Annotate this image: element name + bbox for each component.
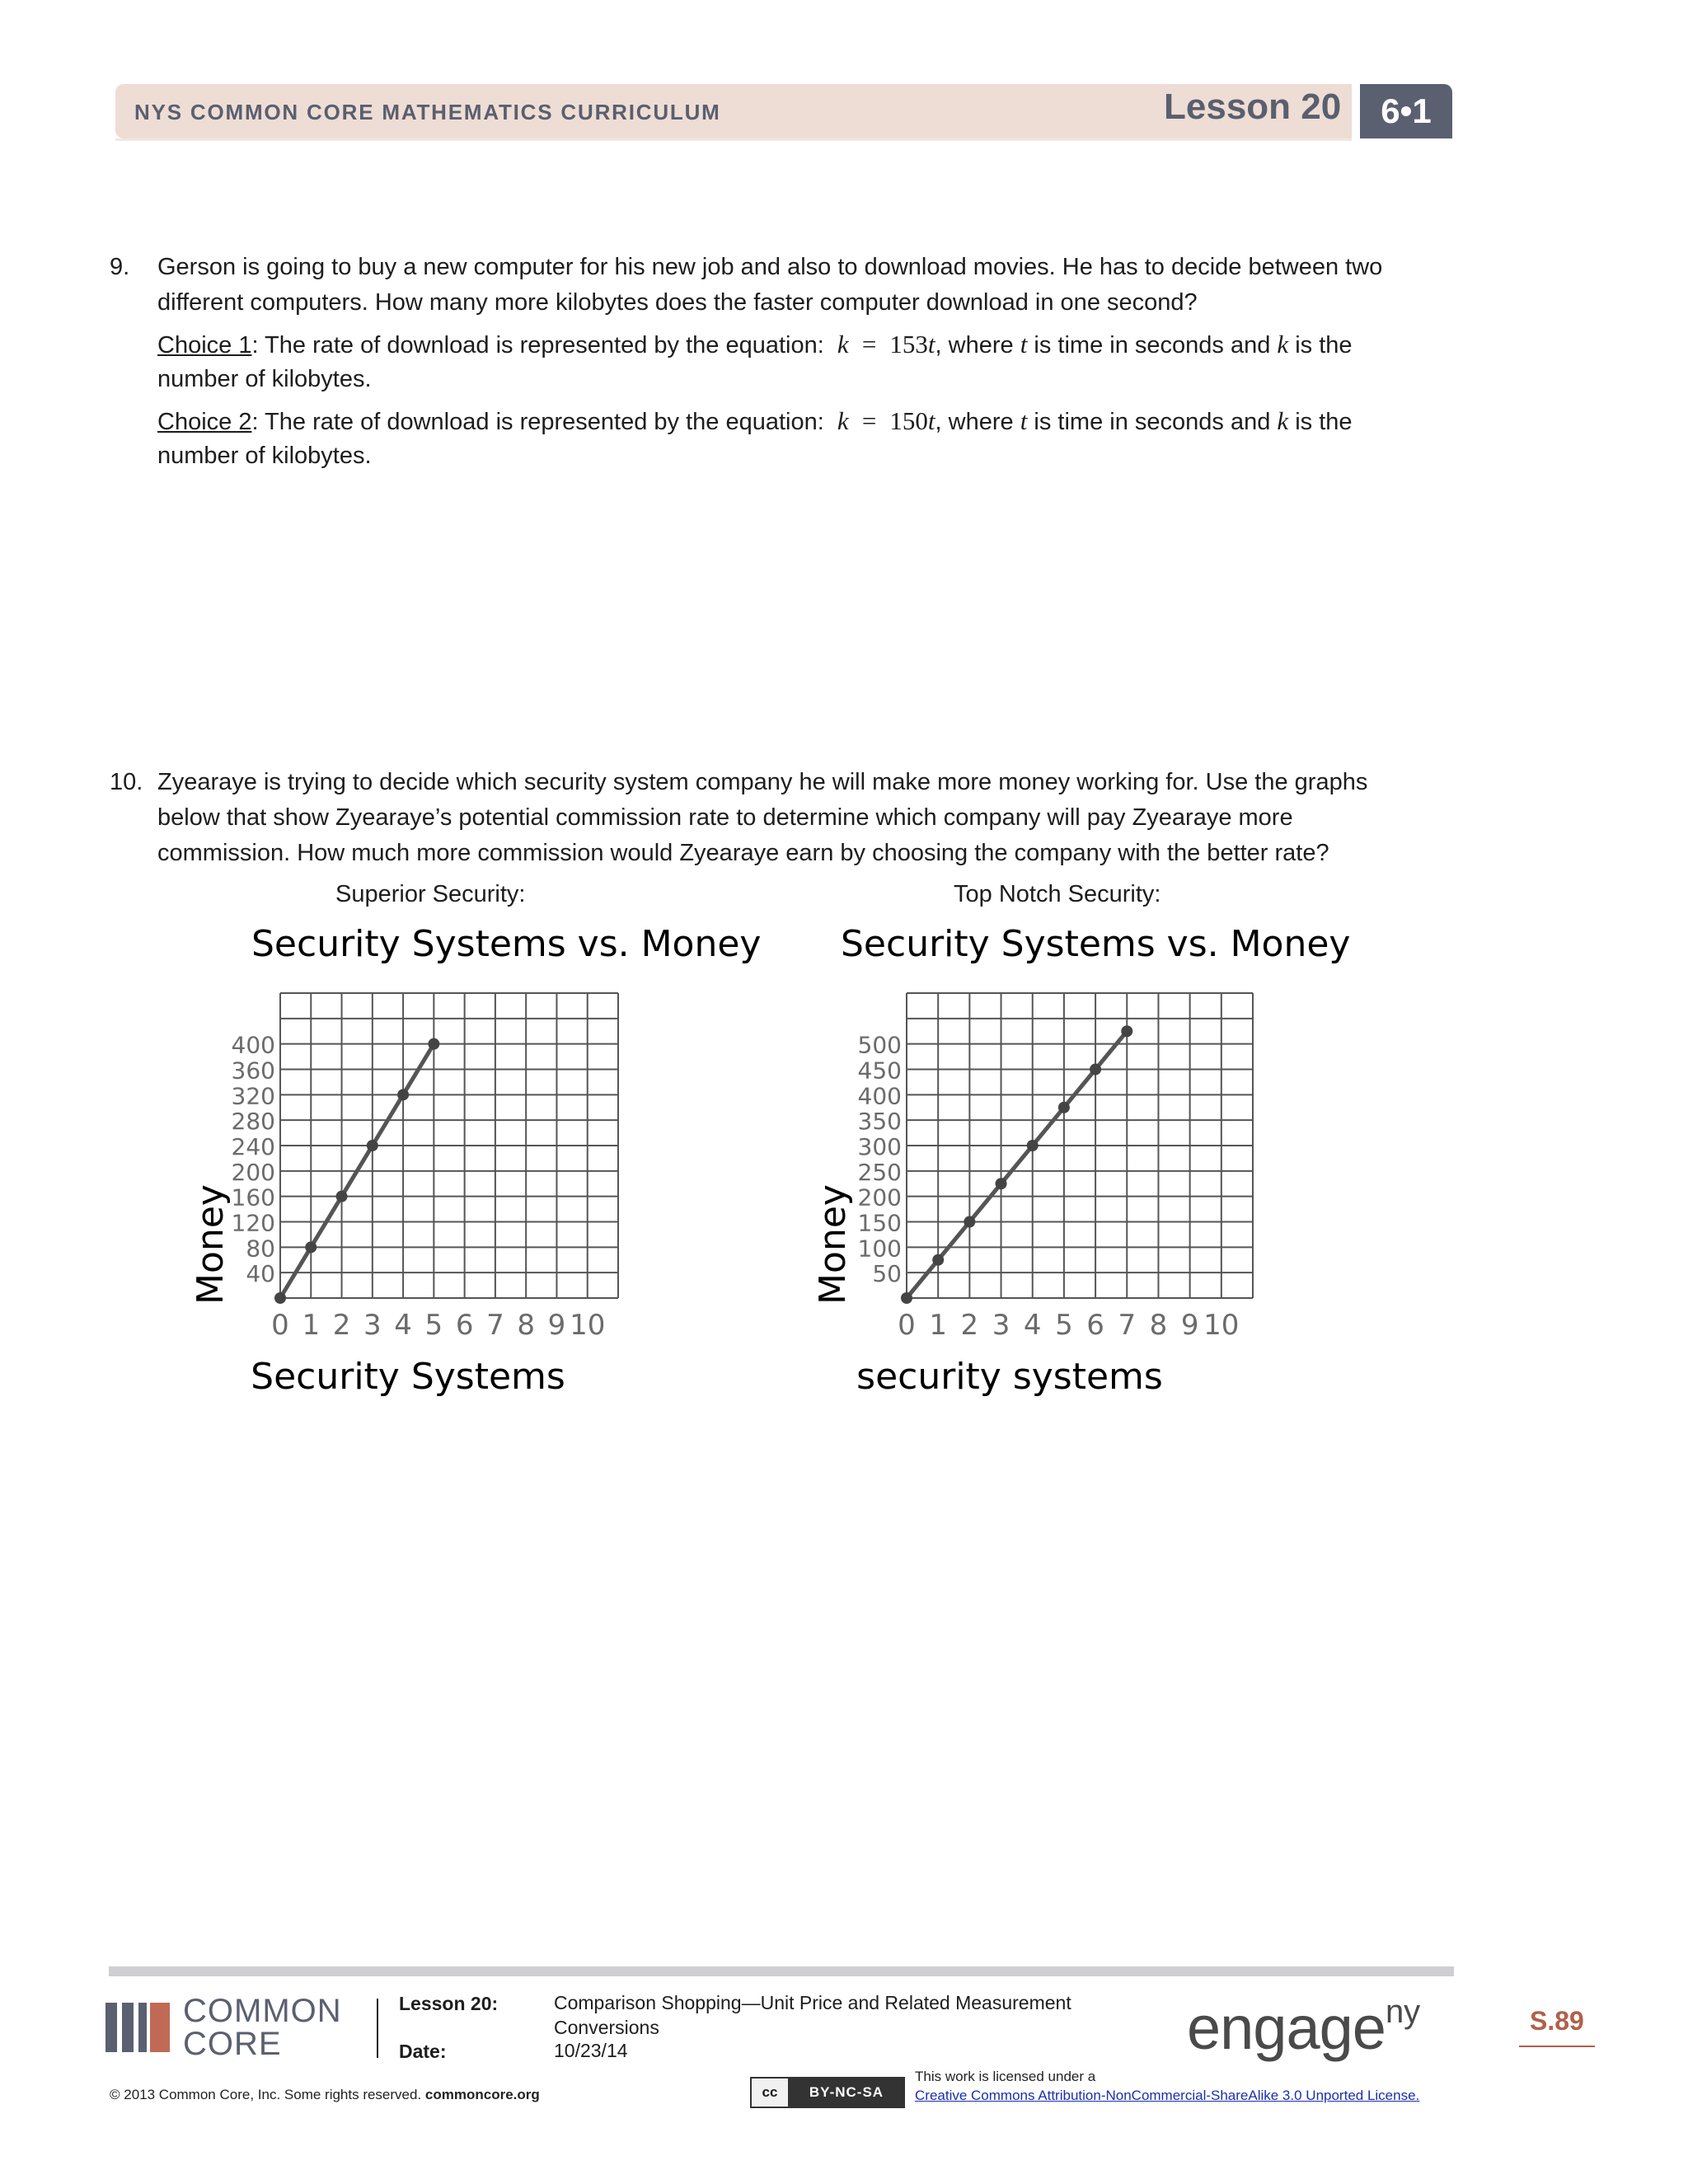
footer-separator — [377, 1999, 378, 2058]
brand-line-1: COMMON — [183, 1993, 342, 2029]
footer-lesson-title — [554, 1990, 1071, 2040]
chart-1-y-tick-label: 360 — [231, 1057, 275, 1085]
chart-2-x-tick-label: 0 — [898, 1309, 916, 1342]
chart-1-y-tick-label: 120 — [231, 1209, 275, 1237]
choice-1-k-var: k — [1277, 330, 1289, 359]
choice-2-k: k — [837, 406, 849, 435]
copyright — [110, 2087, 540, 2103]
common-core-logo-icon — [106, 2003, 170, 2052]
page-number: S.89 — [1530, 2006, 1584, 2036]
choice-2-t-var: t — [1020, 406, 1028, 435]
copyright-text: © 2013 Common Core, Inc. Some rights reserved. — [110, 2087, 422, 2102]
chart-1-xlabel: Security Systems — [251, 1356, 565, 1398]
chart-1-x-tick-label: 6 — [455, 1309, 474, 1342]
chart-1-y-tick-label: 80 — [246, 1235, 275, 1263]
chart-2-grid — [907, 993, 1253, 1298]
chart-2-y-tick-label: 100 — [857, 1235, 902, 1263]
chart-2-data-point — [1121, 1025, 1132, 1037]
question-10-line-2: below that show Zyearaye’s potential commission rate to determine which company will pay Zyearaye more — [157, 804, 1293, 831]
choice-1-t-var: t — [1020, 330, 1028, 359]
chart-1-x-tick-label: 3 — [363, 1309, 382, 1342]
chart-1-x-tick-label: 7 — [486, 1309, 504, 1342]
chart-2-y-ticks — [858, 1032, 902, 1288]
footer-lesson-title-line-1: Comparison Shopping—Unit Price and Related Measurement — [554, 1992, 1071, 2013]
choice-1-line-2: number of kilobytes. — [157, 366, 372, 392]
chart-2-series — [901, 1025, 1132, 1304]
chart-2-data-point — [901, 1292, 912, 1304]
chart-2-x-tick-label: 8 — [1149, 1309, 1168, 1342]
chart-2-y-tick-label: 150 — [857, 1209, 902, 1237]
chart-1-y-tick-label: 40 — [246, 1260, 275, 1288]
choice-2-end: is the — [1295, 409, 1353, 435]
engage-ny: ny — [1385, 1994, 1421, 2031]
choice-1-text: : The rate of download is represented by the equation: — [251, 332, 824, 359]
footer-date-label: Date: — [399, 2041, 447, 2062]
chart-2-data-point — [1027, 1140, 1039, 1151]
chart-1-y-tick-label: 200 — [231, 1158, 275, 1186]
chart-1-y-tick-label: 160 — [231, 1183, 275, 1212]
choice-2-desc: is time in seconds and — [1034, 409, 1271, 435]
chart-1-data-point — [397, 1089, 409, 1100]
chart-2-data-point — [1058, 1102, 1070, 1113]
question-10-number: 10. — [110, 769, 143, 795]
choice-2-text: : The rate of download is represented by the equation: — [251, 409, 824, 435]
engageny-logo — [1187, 1993, 1420, 2063]
cc-tag: BY-NC-SA — [790, 2079, 903, 2107]
footer-date-value: 10/23/14 — [554, 2040, 628, 2061]
engage-word: engage — [1187, 1994, 1386, 2062]
chart-2-x-tick-label: 6 — [1086, 1309, 1104, 1342]
chart-1-x-tick-label: 0 — [271, 1309, 289, 1342]
footer-lesson-title-line-2: Conversions — [554, 2017, 659, 2038]
chart-1-x-tick-label: 2 — [332, 1309, 351, 1342]
choice-2-line-2: number of kilobytes. — [157, 443, 372, 469]
common-core-wordmark — [183, 1994, 342, 2060]
chart-2-data-point — [1090, 1064, 1101, 1076]
page-number-underline — [1519, 2046, 1595, 2047]
question-9-line-1: Gerson is going to buy a new computer for his new job and also to download movies. He has to decide between two — [157, 254, 1383, 280]
chart-2-x-tick-label: 7 — [1118, 1309, 1137, 1342]
creative-commons-badge-icon — [750, 2077, 905, 2108]
chart-2-y-tick-label: 500 — [857, 1031, 902, 1059]
curriculum-title: NYS COMMON CORE MATHEMATICS CURRICULUM — [134, 100, 721, 124]
chart-1-data-point — [367, 1140, 378, 1151]
chart-1-x-tick-label: 9 — [547, 1309, 566, 1342]
chart-1-x-ticks — [271, 1309, 605, 1342]
choice-1-desc: is time in seconds and — [1034, 332, 1271, 359]
question-10-line-1: Zyearaye is trying to decide which security system company he will make more money working for. Use the graphs — [157, 769, 1368, 795]
chart-2-data-point — [932, 1254, 944, 1266]
chart-2-x-tick-label: 10 — [1203, 1309, 1240, 1342]
chart-1-data-point — [274, 1292, 286, 1304]
superior-security-graph — [185, 915, 762, 1409]
choice-1-t: t — [927, 330, 935, 359]
brand-line-2: CORE — [183, 2026, 282, 2062]
chart-2-xlabel: security systems — [856, 1356, 1163, 1398]
question-9-number: 9. — [110, 254, 130, 280]
chart-1-data-point — [336, 1191, 348, 1202]
choice-1 — [157, 326, 1353, 363]
chart-2-ylabel: Money — [812, 1184, 854, 1305]
choice-1-where: , where — [935, 332, 1014, 359]
chart-2-y-tick-label: 400 — [857, 1082, 902, 1110]
footer-rule — [109, 1966, 1454, 1976]
chart-1-title: Security Systems vs. Money — [251, 923, 762, 965]
chart-1-x-tick-label: 8 — [517, 1309, 536, 1342]
chart-2-y-tick-label: 50 — [872, 1260, 902, 1288]
chart-2-y-tick-label: 250 — [857, 1158, 902, 1186]
choice-2-k-var: k — [1277, 406, 1289, 435]
top-notch-security-graph — [804, 915, 1351, 1409]
choice-2-equals: = — [861, 406, 877, 435]
choice-2-where: , where — [935, 409, 1014, 435]
choice-2 — [157, 403, 1353, 440]
chart-1-data-point — [305, 1241, 316, 1253]
chart-2-y-tick-label: 200 — [857, 1183, 902, 1212]
chart-2-title: Security Systems vs. Money — [841, 923, 1351, 965]
chart-1-grid — [280, 993, 618, 1298]
chart-2-x-tick-label: 4 — [1023, 1309, 1042, 1342]
chart-2-y-tick-label: 350 — [857, 1108, 902, 1136]
chart-2-data-point — [964, 1216, 975, 1228]
chart-1-data-point — [428, 1038, 439, 1050]
chart-2-x-tick-label: 2 — [960, 1309, 979, 1342]
lesson-title: Lesson 20 — [1164, 87, 1342, 127]
chart-2-y-tick-label: 300 — [857, 1133, 902, 1160]
copyright-site: commoncore.org — [424, 2087, 540, 2102]
chart-1-x-tick-label: 5 — [424, 1309, 443, 1342]
chart-1-y-tick-label: 320 — [231, 1082, 275, 1110]
chart-2-x-ticks — [898, 1309, 1239, 1342]
question-10-line-3: commission. How much more commission would Zyearaye earn by choosing the company with the better rate? — [157, 840, 1329, 866]
chart-2-x-tick-label: 1 — [929, 1309, 948, 1342]
cc-mark: cc — [752, 2079, 790, 2107]
chart-1-ylabel: Money — [190, 1184, 232, 1305]
chart-1-x-tick-label: 4 — [394, 1309, 412, 1342]
grade-badge: 6•1 — [1360, 84, 1452, 138]
chart-1-x-tick-label: 10 — [570, 1309, 606, 1342]
chart-1-y-ticks — [232, 1032, 275, 1288]
choice-1-rate: 153 — [889, 330, 928, 359]
chart-1-y-tick-label: 400 — [231, 1031, 275, 1059]
question-9-line-2: different computers. How many more kilobytes does the faster computer download in one second? — [157, 289, 1198, 316]
choice-2-label: Choice 2 — [157, 409, 252, 435]
choice-2-rate: 150 — [889, 406, 928, 435]
top-notch-security-label: Top Notch Security: — [954, 881, 1161, 907]
choice-1-k: k — [837, 330, 849, 359]
choice-1-label: Choice 1 — [157, 332, 252, 359]
chart-2-y-tick-label: 450 — [857, 1057, 902, 1085]
chart-2-x-tick-label: 3 — [992, 1309, 1010, 1342]
license-link[interactable]: Creative Commons Attribution-NonCommercial-ShareAlike 3.0 Unported License. — [915, 2088, 1420, 2103]
footer-lesson-label: Lesson 20: — [399, 1993, 499, 2014]
license-line-1: This work is licensed under a — [915, 2069, 1096, 2084]
choice-1-end: is the — [1295, 332, 1353, 359]
chart-1-x-tick-label: 1 — [302, 1309, 321, 1342]
chart-1-y-tick-label: 280 — [231, 1108, 275, 1136]
choice-2-t: t — [927, 406, 935, 435]
chart-1-y-tick-label: 240 — [231, 1133, 275, 1160]
chart-2-data-point — [996, 1178, 1007, 1189]
chart-2-x-tick-label: 9 — [1180, 1309, 1199, 1342]
choice-1-equals: = — [861, 330, 877, 359]
chart-2-x-tick-label: 5 — [1055, 1309, 1073, 1342]
superior-security-label: Superior Security: — [335, 881, 526, 907]
